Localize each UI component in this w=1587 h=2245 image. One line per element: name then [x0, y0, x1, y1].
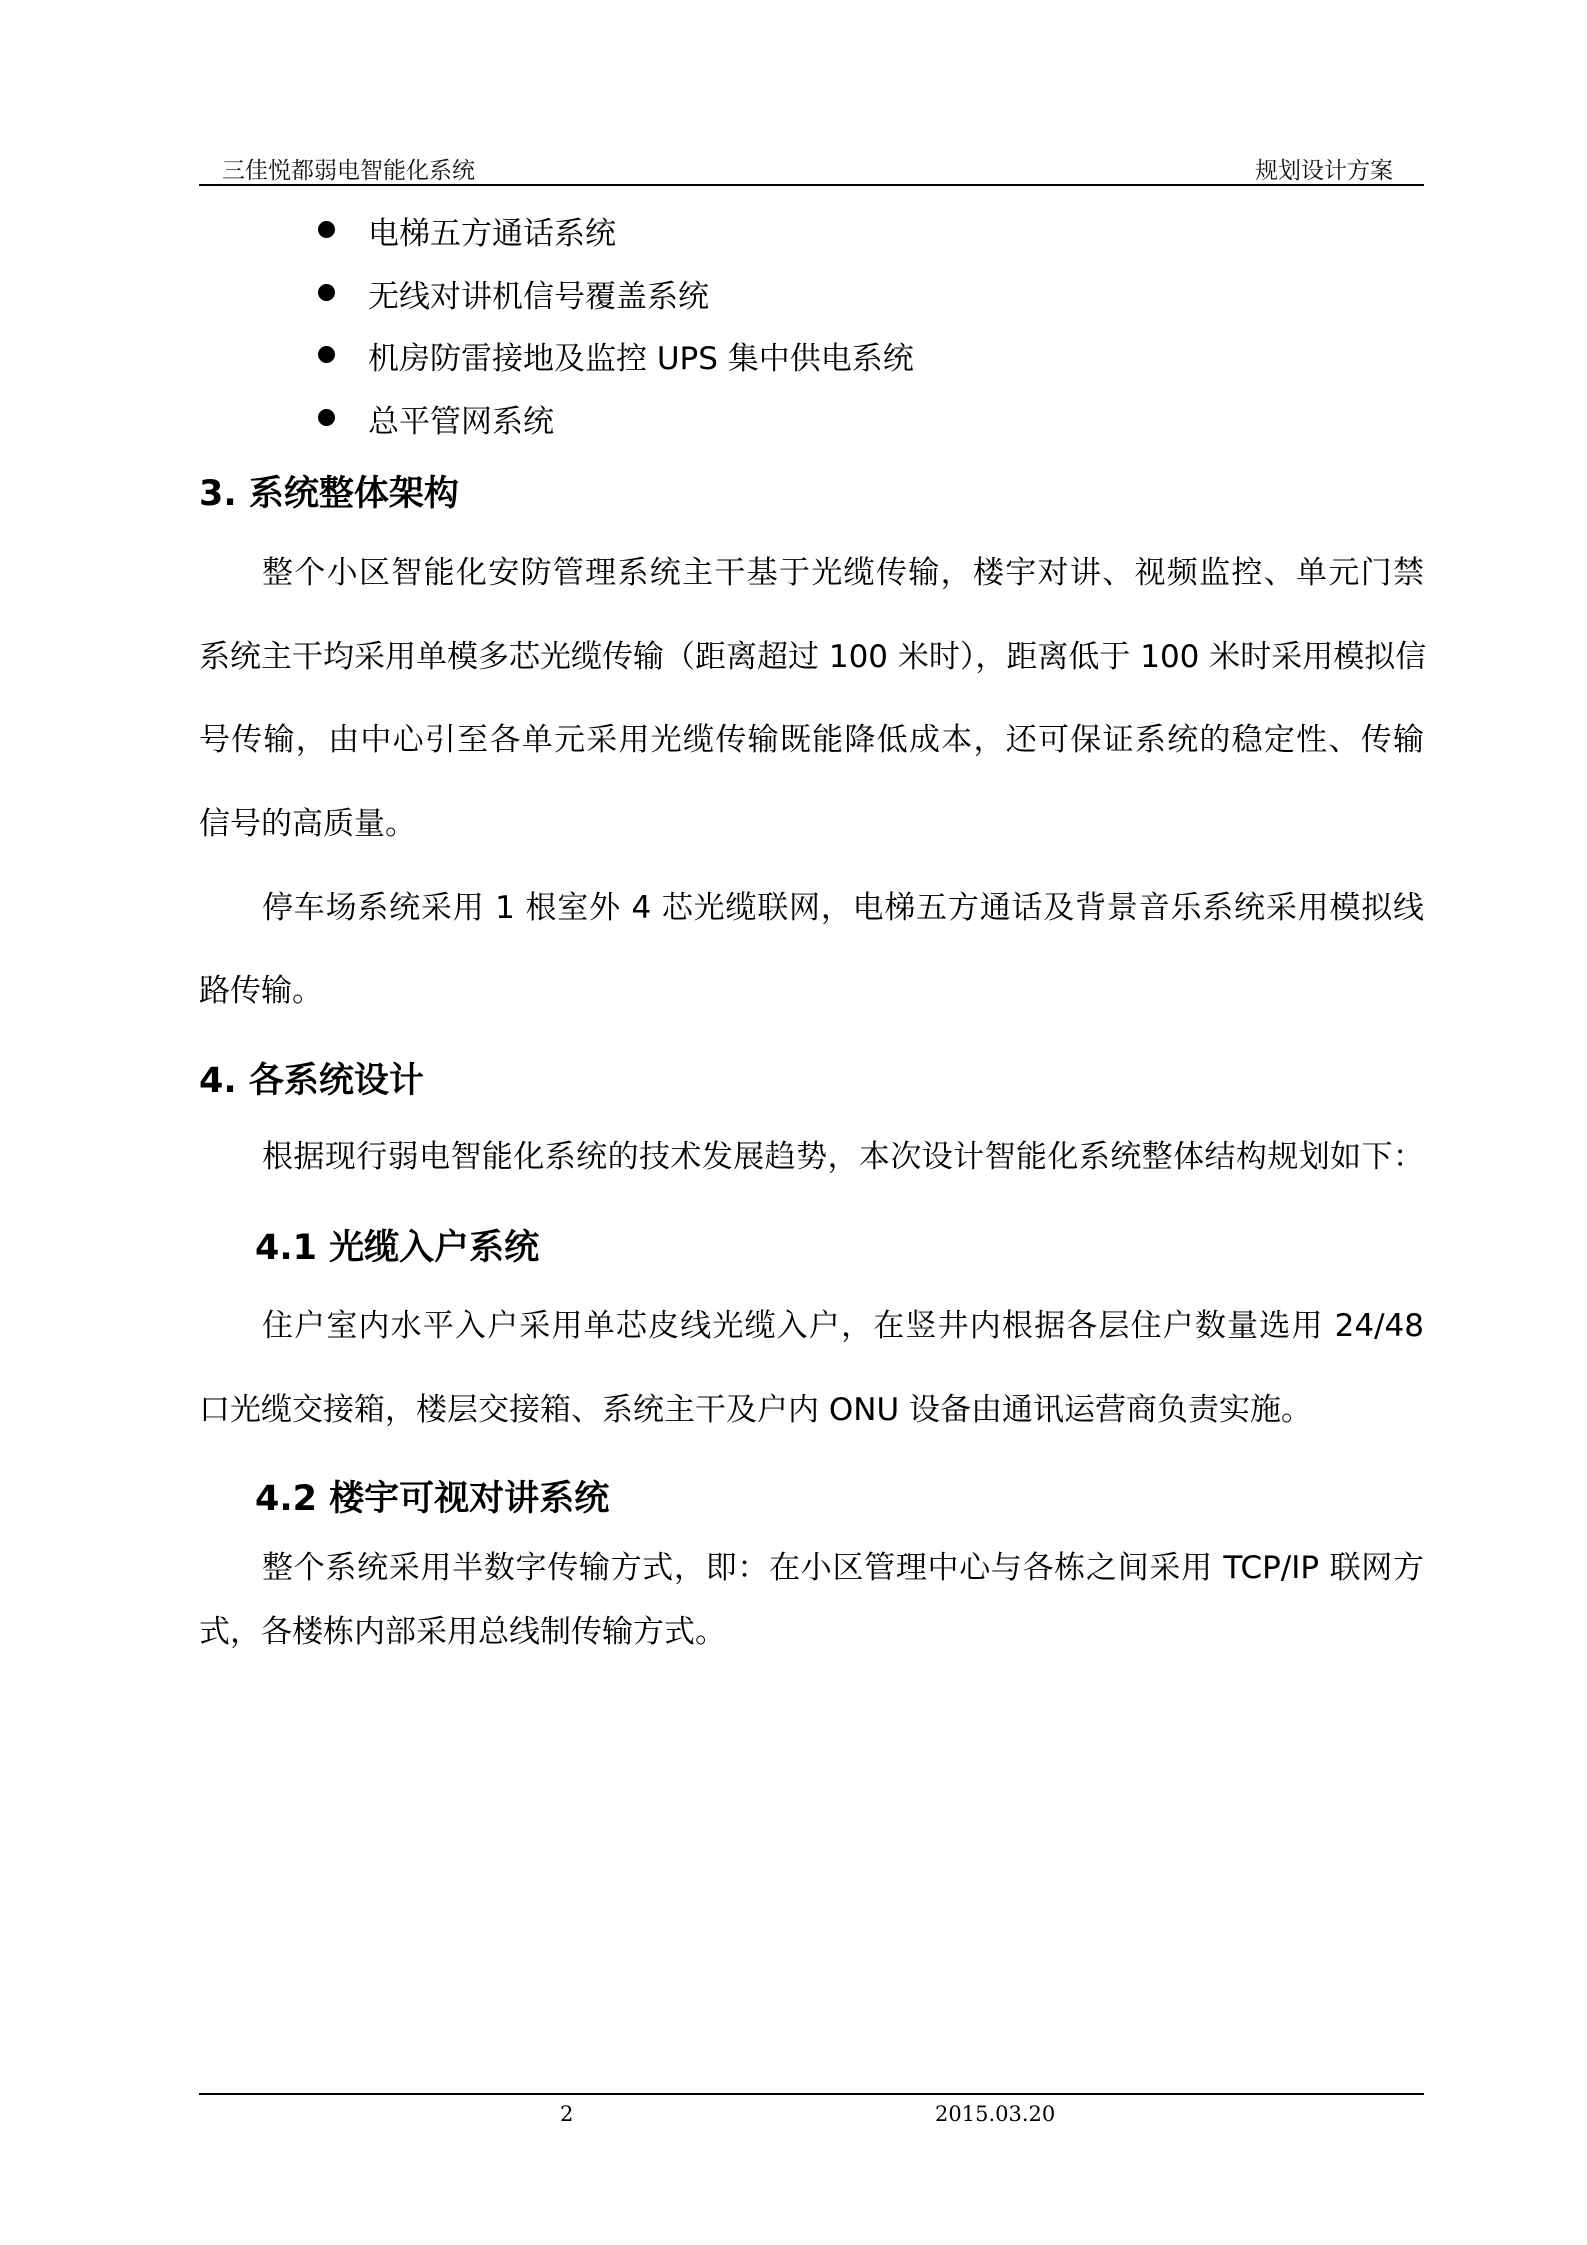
subsection-heading: 4.1 光缆入户系统 [255, 1228, 540, 1268]
section-heading: 3. 系统整体架构 [199, 474, 459, 514]
paragraph-line: 式，各楼栋内部采用总线制传输方式。 [199, 1614, 726, 1650]
subsection-heading: 4.2 楼宇可视对讲系统 [255, 1479, 610, 1519]
paragraph-line: 整个小区智能化安防管理系统主干基于光缆传输，楼宇对讲、视频监控、单元门禁 [262, 555, 1424, 591]
footer-rule [199, 2093, 1424, 2095]
header-subtitle: 规划设计方案 [1255, 158, 1393, 184]
paragraph-line: 号传输，由中心引至各单元采用光缆传输既能降低成本，还可保证系统的稳定性、传输 [199, 722, 1424, 758]
footer-date: 2015.03.20 [935, 2102, 1056, 2126]
paragraph-line: 根据现行弱电智能化系统的技术发展趋势，本次设计智能化系统整体结构规划如下： [262, 1139, 1424, 1175]
page-number: 2 [560, 2102, 574, 2126]
list-item: 电梯五方通话系统 [368, 216, 616, 252]
list-item: 总平管网系统 [368, 404, 554, 440]
list-item: 机房防雷接地及监控 UPS 集中供电系统 [368, 341, 914, 377]
section-heading: 4. 各系统设计 [199, 1061, 424, 1101]
paragraph-line: 信号的高质量。 [199, 806, 416, 842]
paragraph-line: 住户室内水平入户采用单芯皮线光缆入户，在竖井内根据各层住户数量选用 24/48 [262, 1308, 1424, 1344]
header-title: 三佳悦都弱电智能化系统 [222, 158, 475, 184]
paragraph-line: 路传输。 [199, 973, 323, 1009]
paragraph-line: 口光缆交接箱，楼层交接箱、系统主干及户内 ONU 设备由通讯运营商负责实施。 [199, 1392, 1312, 1428]
list-item: 无线对讲机信号覆盖系统 [368, 279, 709, 315]
bullet-icon [318, 409, 335, 426]
bullet-icon [318, 284, 335, 301]
paragraph-line: 停车场系统采用 1 根室外 4 芯光缆联网，电梯五方通话及背景音乐系统采用模拟线 [262, 890, 1424, 926]
paragraph-line: 系统主干均采用单模多芯光缆传输（距离超过 100 米时），距离低于 100 米时采用模拟信 [199, 639, 1427, 675]
header-rule [199, 184, 1424, 186]
bullet-icon [318, 221, 335, 238]
bullet-icon [318, 346, 335, 363]
paragraph-line: 整个系统采用半数字传输方式，即：在小区管理中心与各栋之间采用 TCP/IP 联网方 [262, 1550, 1424, 1586]
